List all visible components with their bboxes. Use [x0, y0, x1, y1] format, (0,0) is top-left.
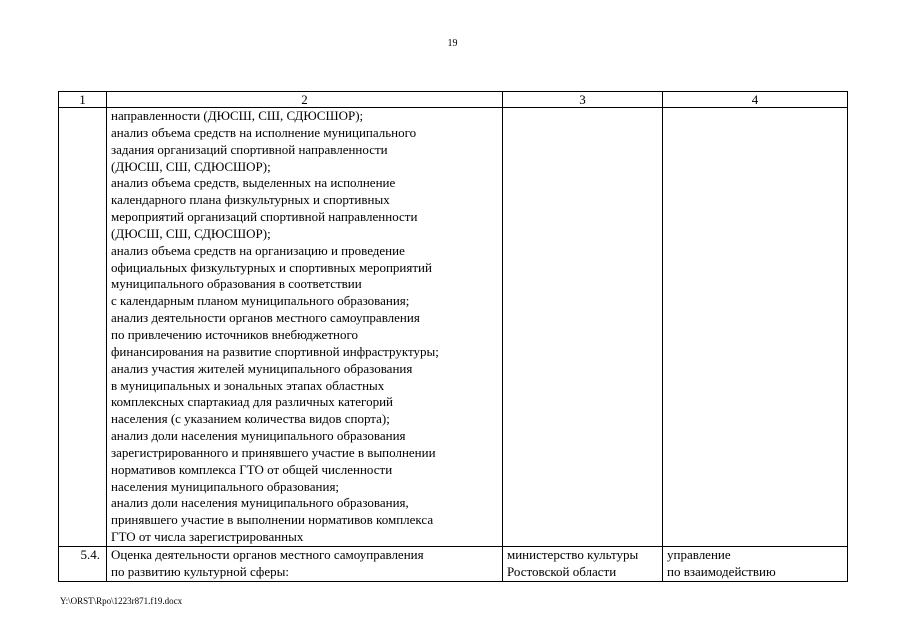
- text-line: управление: [667, 546, 731, 562]
- file-path-footer: Y:\ORST\Rpo\1223r871.f19.docx: [60, 596, 183, 606]
- text-line: населения муниципального образования;: [111, 478, 340, 494]
- page-number: 19: [447, 38, 458, 49]
- text-line: по развитию культурной сферы:: [111, 563, 289, 579]
- text-line: направленности (ДЮСШ, СШ, СДЮСШОР);: [111, 108, 364, 123]
- header-cell-4: 4: [663, 92, 848, 108]
- text-line: анализ объема средств, выделенных на исполнение: [111, 175, 396, 191]
- responsible-cell: [503, 546, 663, 581]
- text-line: (ДЮСШ, СШ, СДЮСШОР);: [111, 225, 271, 241]
- text-line: зарегистрированного и принявшего участие в выполнении: [111, 444, 436, 460]
- text-line: анализ доли населения муниципального образования,: [111, 495, 409, 511]
- text-line: нормативов комплекса ГТО от общей численности: [111, 461, 393, 477]
- text-line: Ростовской области: [507, 563, 617, 579]
- text-line: в муниципальных и зональных этапах областных: [111, 377, 385, 393]
- text-line: с календарным планом муниципального образования;: [111, 293, 410, 309]
- text-line: ГТО от числа зарегистрированных: [111, 529, 304, 545]
- text-line: календарного плана физкультурных и спортивных: [111, 192, 390, 208]
- coexecutor-cell: [663, 546, 848, 581]
- text-line: финансирования на развитие спортивной инфраструктуры;: [111, 343, 439, 359]
- text-line: Оценка деятельности органов местного самоуправления: [111, 546, 424, 562]
- header-cell-3: 3: [503, 92, 663, 108]
- header-cell-1: 1: [59, 92, 107, 108]
- text-line: анализ объема средств на организацию и проведение: [111, 242, 405, 258]
- text-line: по взаимодействию: [667, 563, 776, 579]
- responsible-cell: [503, 108, 663, 547]
- text-line: мероприятий организаций спортивной направленности: [111, 209, 418, 225]
- text-line: анализ деятельности органов местного самоуправления: [111, 310, 420, 326]
- table-row-5-4: [59, 546, 848, 581]
- text-line: анализ доли населения муниципального образования: [111, 428, 406, 444]
- description-cell: [107, 546, 503, 581]
- text-line: официальных физкультурных и спортивных мероприятий: [111, 259, 432, 275]
- document-table: [58, 91, 848, 582]
- table-row-continuation: [59, 108, 848, 547]
- text-line: по привлечению источников внебюджетного: [111, 326, 358, 342]
- text-line: комплексных спартакиад для различных категорий: [111, 394, 393, 410]
- header-cell-2: 2: [107, 92, 503, 108]
- text-line: задания организаций спортивной направленности: [111, 141, 388, 157]
- coexecutor-cell: [663, 108, 848, 547]
- text-line: анализ участия жителей муниципального образования: [111, 360, 413, 376]
- description-cell: [107, 108, 503, 547]
- text-line: муниципального образования в соответствии: [111, 276, 362, 292]
- text-line: (ДЮСШ, СШ, СДЮСШОР);: [111, 158, 271, 174]
- table-header-row: [59, 92, 848, 108]
- text-line: принявшего участие в выполнении нормативов комплекса: [111, 512, 434, 528]
- row-number-cell: [59, 108, 107, 547]
- row-number-cell: 5.4.: [59, 546, 107, 581]
- text-line: населения (с указанием количества видов спорта);: [111, 411, 390, 427]
- text-line: министерство культуры: [507, 546, 639, 562]
- text-line: анализ объема средств на исполнение муниципального: [111, 124, 417, 140]
